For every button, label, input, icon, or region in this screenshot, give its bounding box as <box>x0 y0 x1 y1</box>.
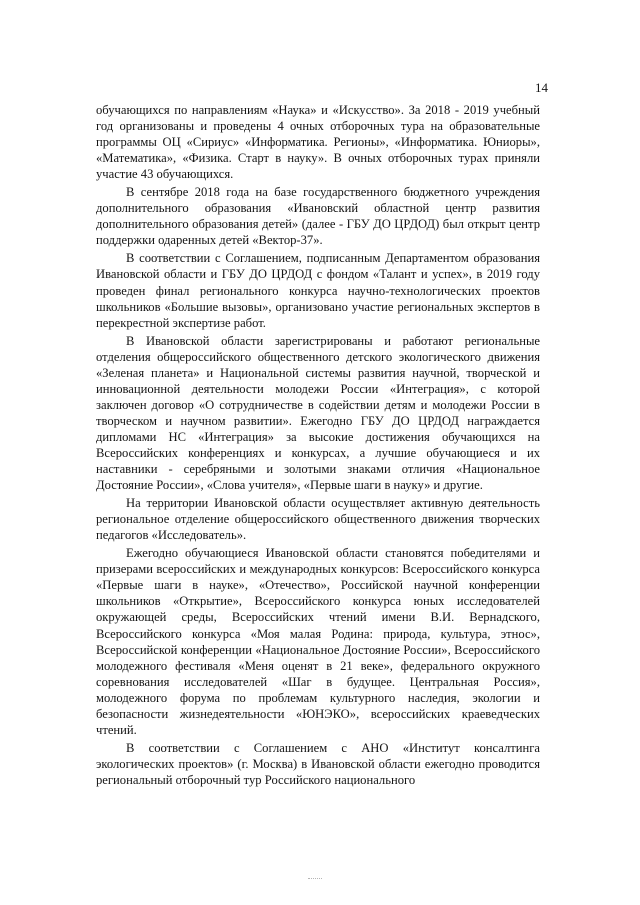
paragraph: В соответствии с Соглашением, подписанным Департаментом образования Ивановской области и ГБУ ДО ЦРДОД с фондом «Талант и успех», в 2019 году проведен финал регионального конкурса научно-технологических проектов школьников «Большие вызовы», организовано участие региональных экспертов в перекрестной экспертизе работ. <box>96 251 540 330</box>
scan-mark <box>308 878 322 886</box>
page-number: 14 <box>535 80 548 95</box>
paragraph: На территории Ивановской области осуществляет активную деятельность региональное отделение общероссийского общественного движения творческих педагогов «Исследователь». <box>96 496 540 543</box>
paragraph: В сентябре 2018 года на базе государственного бюджетного учреждения дополнительного образования «Ивановский областной центр развития дополнительного образования детей» (далее - ГБУ ДО ЦРДОД) был открыт центр поддержки одаренных детей «Вектор-37». <box>96 185 540 248</box>
paragraph: В Ивановской области зарегистрированы и работают региональные отделения общероссийского общественного детского экологического движения «Зеленая планета» и Национальной системы развития научной, творческой и инновационной деятельности молодежи России «Интеграция», с которой заключен договор «О сотрудничестве в содействии детям и молодежи России в творческом и научном развитии». Ежегодно ГБУ ДО ЦРДОД награждается дипломами НС «Интеграция» за высокие достижения обучающихся на Всероссийских конференциях и конкурсах, а лучшие обучающиеся и их наставники - серебряными и золотыми знаками отличия «Национальное Достояние России», «Слова учителя», «Первые шаги в науку» и другие. <box>96 333 540 493</box>
paragraph: обучающихся по направлениям «Наука» и «Искусство». За 2018 - 2019 учебный год организованы и проведены 4 очных отборочных тура на образовательные программы ОЦ «Сириус» «Информатика. Регионы», «Информатика. Юниоры», «Математика», «Физика. Старт в науку». В очных отборочных турах приняли участие 43 обучающихся. <box>96 103 540 182</box>
body-text <box>96 102 540 790</box>
paragraph: В соответствии с Соглашением с АНО «Институт консалтинга экологических проектов» (г. Москва) в Ивановской области ежегодно проводится региональный отборочный тур Российского национального <box>96 740 540 787</box>
paragraph: Ежегодно обучающиеся Ивановской области становятся победителями и призерами всероссийских и международных конкурсов: Всероссийского конкурса «Первые шаги в науке», «Отечество», Российской научной конференции школьников «Открытие», Всероссийского конкурса юных исследователей окружающей среды, Всероссийских чтений имени В.И. Вернадского, Всероссийского конкурса «Моя малая Родина: природа, культура, этнос», Всероссийской конференции «Национальное Достояние России», Всероссийского молодежного фестиваля «Меня оценят в 21 веке», федерального окружного соревнования исследователей «Шаг в будущее. Центральная Россия», молодежного форума по проблемам культурного наследия, экологии и безопасности жизнедеятельности «ЮНЭКО», всероссийских краеведческих чтений. <box>96 546 540 737</box>
